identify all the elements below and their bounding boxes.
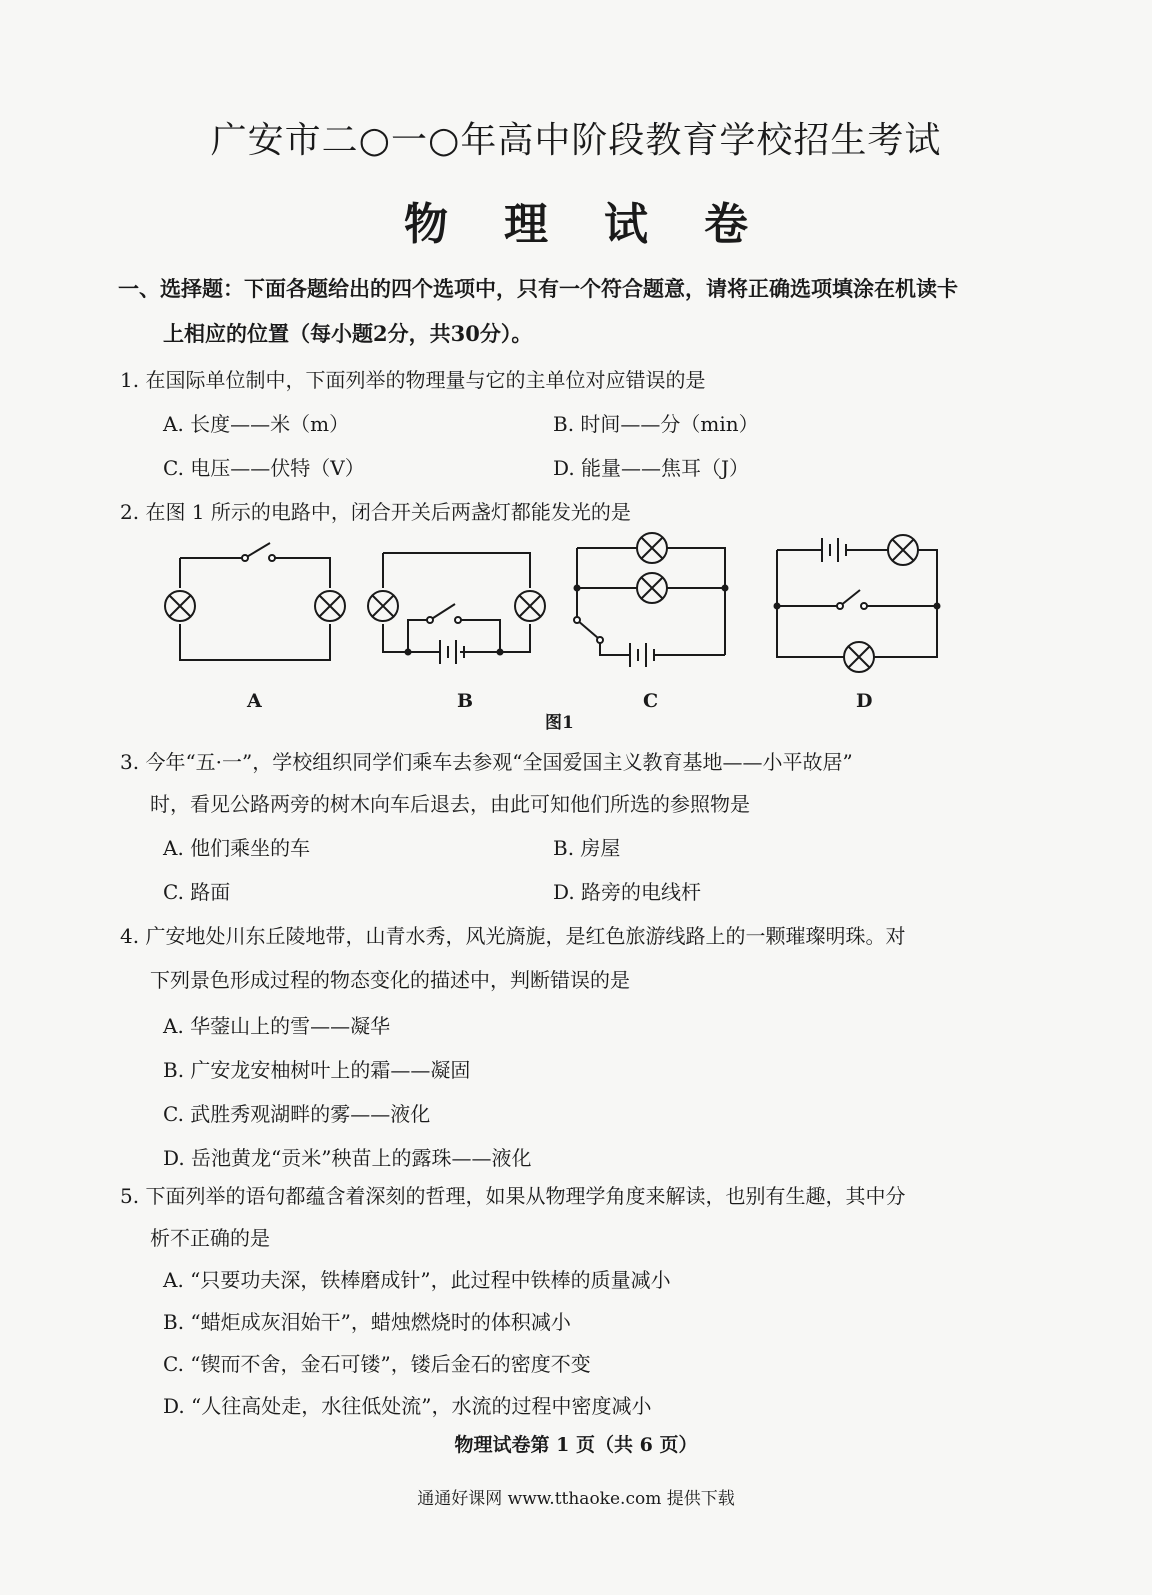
circuit-d [777,535,937,672]
switch-icon [430,604,455,620]
figure-label-a: A [247,690,262,712]
lamp-icon [515,591,545,621]
section-heading-line2: 上相应的位置（每小题2分，共30分）。 [163,321,533,346]
circuit-c [574,533,725,667]
switch-icon [577,620,598,638]
q1-option-b: B. 时间——分（min） [553,412,759,436]
q3-option-d: D. 路旁的电线杆 [553,880,702,904]
source-line: 通通好课网 www.tthaoke.com 提供下载 [417,1489,735,1509]
q3-option-a: A. 他们乘坐的车 [163,836,311,860]
question-5-stem-line2: 析不正确的是 [150,1226,270,1250]
question-5-stem-line1: 5. 下面列举的语句都蕴含着深刻的哲理，如果从物理学角度来解读，也别有生趣，其中分 [120,1184,906,1208]
question-3-stem-line1: 3. 今年“五·一”，学校组织同学们乘车去参观“全国爱国主义教育基地——小平故居” [120,750,853,774]
q5-option-a: A. “只要功夫深，铁棒磨成针”，此过程中铁棒的质量减小 [163,1268,671,1292]
question-1-stem: 1. 在国际单位制中，下面列举的物理量与它的主单位对应错误的是 [120,368,706,392]
battery-icon [440,640,464,664]
lamp-icon [165,591,195,621]
exam-subtitle [0,188,1152,252]
page-footer: 物理试卷第 1 页（共 6 页） [454,1434,698,1456]
q4-option-b: B. 广安龙安柚树叶上的霜——凝固 [163,1058,471,1082]
battery-icon [630,643,654,667]
lamp-icon [844,642,874,672]
question-3-stem-line2: 时，看见公路两旁的树木向车后退去，由此可知他们所选的参照物是 [150,792,750,816]
subtitle-char: 理 [504,199,548,250]
subtitle-char: 试 [604,199,648,250]
q4-option-c: C. 武胜秀观湖畔的雾——液化 [163,1102,431,1126]
exam-title: 广安市二○一○年高中阶段教育学校招生考试 [210,120,942,161]
q4-option-d: D. 岳池黄龙“贡米”秧苗上的露珠——液化 [163,1146,532,1170]
battery-icon [822,538,846,562]
q4-option-a: A. 华蓥山上的雪——凝华 [163,1014,391,1038]
question-4-stem-line1: 4. 广安地处川东丘陵地带，山青水秀，风光旖旎，是红色旅游线路上的一颗璀璨明珠。对 [120,924,906,948]
subtitle-char: 卷 [704,199,748,250]
lamp-icon [888,535,918,565]
subtitle-char: 物 [404,199,448,250]
circuit-b [368,553,545,664]
question-4-stem-line2: 下列景色形成过程的物态变化的描述中，判断错误的是 [150,968,630,992]
figure-label-b: B [457,690,474,712]
lamp-icon [637,533,667,563]
section-heading-line1: 一、选择题：下面各题给出的四个选项中，只有一个符合题意，请将正确选项填涂在机读卡 [118,276,958,301]
circuit-a [165,543,345,660]
lamp-icon [368,591,398,621]
figure-caption: 图1 [545,713,574,733]
q1-option-a: A. 长度——米（m） [163,412,350,436]
q5-option-d: D. “人往高处走，水往低处流”，水流的过程中密度减小 [163,1394,652,1418]
figure-label-c: C [643,690,659,712]
q3-option-c: C. 路面 [163,880,231,904]
lamp-icon [315,591,345,621]
q5-option-b: B. “蜡炬成灰泪始干”，蜡烛燃烧时的体积减小 [163,1310,571,1334]
question-2-stem: 2. 在图 1 所示的电路中，闭合开关后两盏灯都能发光的是 [120,500,631,524]
figure-label-d: D [856,690,873,712]
q3-option-b: B. 房屋 [553,836,621,860]
q1-option-d: D. 能量——焦耳（J） [553,456,750,480]
switch-icon [840,590,860,606]
q5-option-c: C. “锲而不舍，金石可镂”，镂后金石的密度不变 [163,1352,591,1376]
lamp-icon [637,573,667,603]
q1-option-c: C. 电压——伏特（V） [163,456,365,480]
switch-icon [245,543,270,558]
